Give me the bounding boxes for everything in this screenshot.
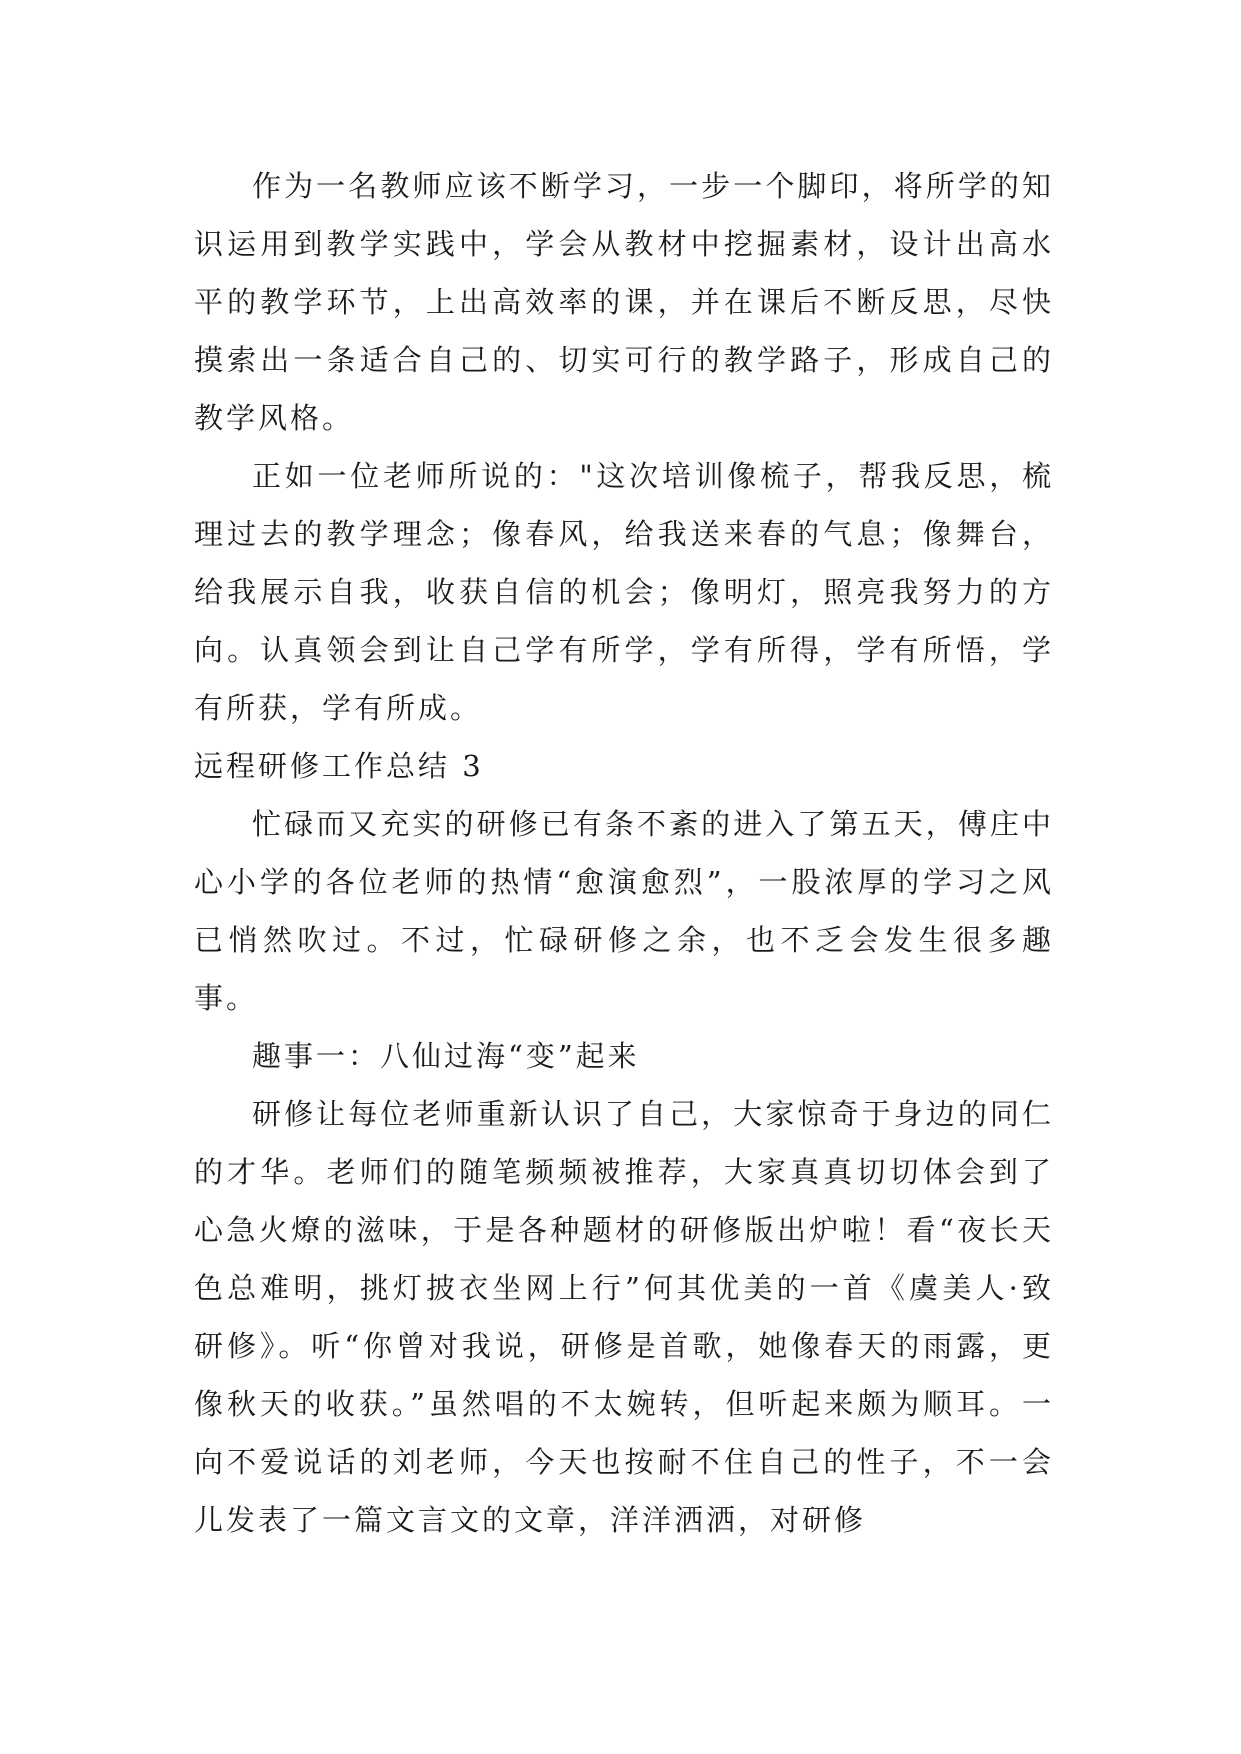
- paragraph-anecdote-body: 研修让每位老师重新认识了自己，大家惊奇于身边的同仁的才华。老师们的随笔频频被推荐，大家真真切切体会到了心急火燎的滋味，于是各种题材的研修版出炉啦！看“夜长天色总难明，挑灯披衣坐网上行”何其优美的一首《虞美人·致研修》。听“你曾对我说，研修是首歌，她像春天的雨露，更像秋天的收获。”虽然唱的不太婉转，但听起来颇为顺耳。一向不爱说话的刘老师，今天也按耐不住自己的性子，不一会儿发表了一篇文言文的文章，洋洋洒洒，对研修: [194, 1097, 1054, 1537]
- section-title: 远程研修工作总结 3: [194, 749, 484, 783]
- paragraph-anecdote-title: 趣事一：八仙过海“变”起来: [252, 1039, 640, 1073]
- paragraph-teacher-learning: 作为一名教师应该不断学习，一步一个脚印，将所学的知识运用到教学实践中，学会从教材中挖掘素材，设计出高水平的教学环节，上出高效率的课，并在课后不断反思，尽快摸索出一条适合自己的、切实可行的教学路子，形成自己的教学风格。: [194, 169, 1054, 435]
- paragraph-day-five: 忙碌而又充实的研修已有条不紊的进入了第五天，傅庄中心小学的各位老师的热情“愈演愈烈”，一股浓厚的学习之风已悄然吹过。不过，忙碌研修之余，也不乏会发生很多趣事。: [194, 807, 1054, 1015]
- paragraph-teacher-quote: 正如一位老师所说的："这次培训像梳子，帮我反思，梳理过去的教学理念；像春风，给我送来春的气息；像舞台，给我展示自我，收获自信的机会；像明灯，照亮我努力的方向。认真领会到让自己学有所学，学有所得，学有所悟，学有所获，学有所成。: [194, 459, 1054, 725]
- document-page: [194, 157, 1054, 1549]
